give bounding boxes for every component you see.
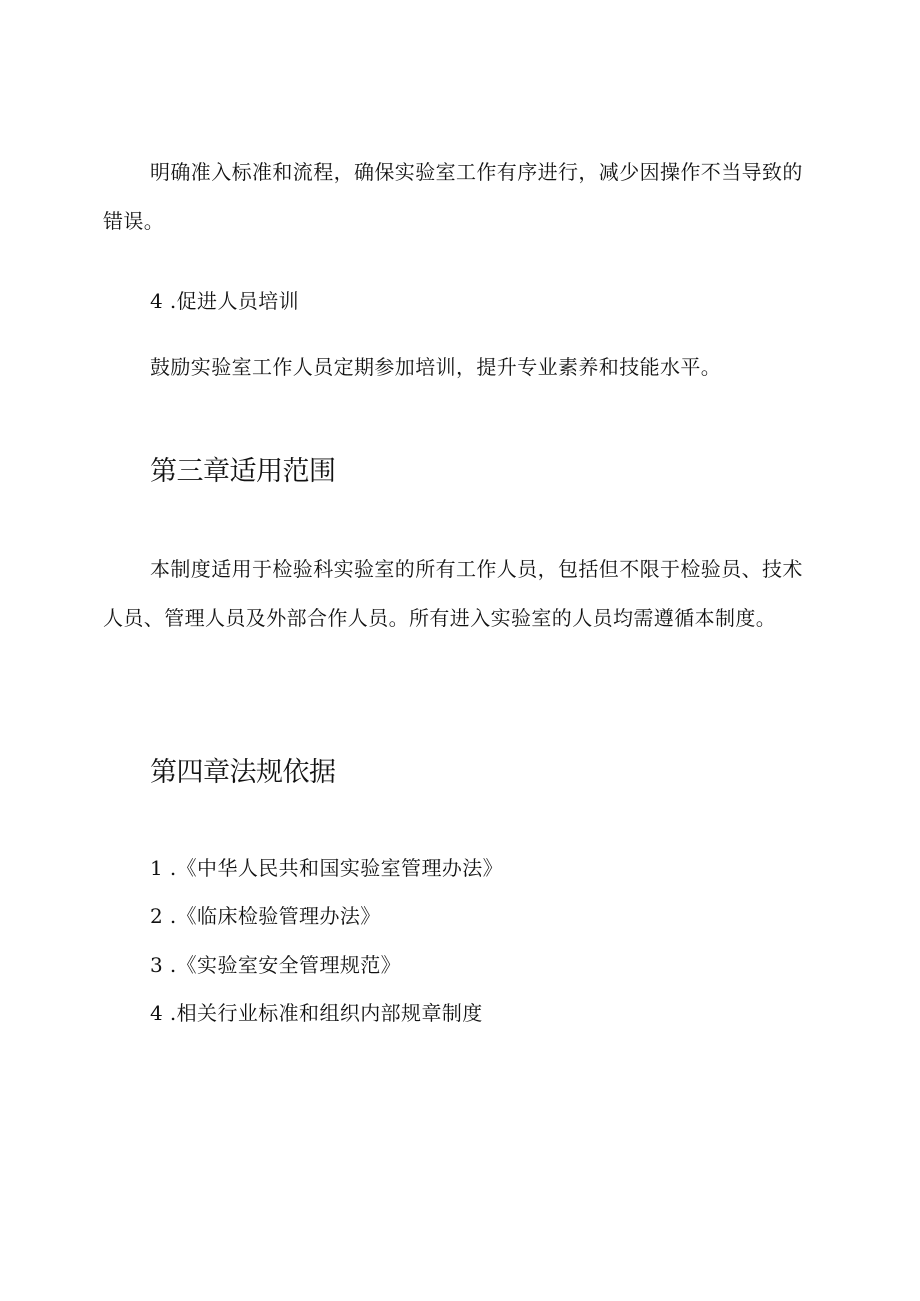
list-item-promote-training: 4 .促进人员培训 (150, 289, 300, 313)
paragraph-training: 鼓励实验室工作人员定期参加培训，提升专业素养和技能水平。 (150, 355, 722, 379)
list-item-legal-basis: 4 .相关行业标准和组织内部规章制度 (150, 1001, 483, 1025)
chapter-heading-scope: 第三章适用范围 (150, 456, 336, 487)
list-item-legal-basis: 3 .《实验室安全管理规范》 (150, 953, 402, 977)
paragraph-scope: 本制度适用于检验科实验室的所有工作人员，包括但不限于检验员、技术人员、管理人员及外部合作人员。所有进入实验室的人员均需遵循本制度。 (103, 557, 803, 630)
paragraph-admission-standards: 明确准入标准和流程，确保实验室工作有序进行，减少因操作不当导致的错误。 (103, 160, 803, 233)
list-item-legal-basis: 2 .《临床检验管理办法》 (150, 904, 381, 928)
chapter-heading-legal-basis: 第四章法规依据 (150, 757, 336, 788)
list-item-legal-basis: 1 .《中华人民共和国实验室管理办法》 (150, 856, 504, 880)
